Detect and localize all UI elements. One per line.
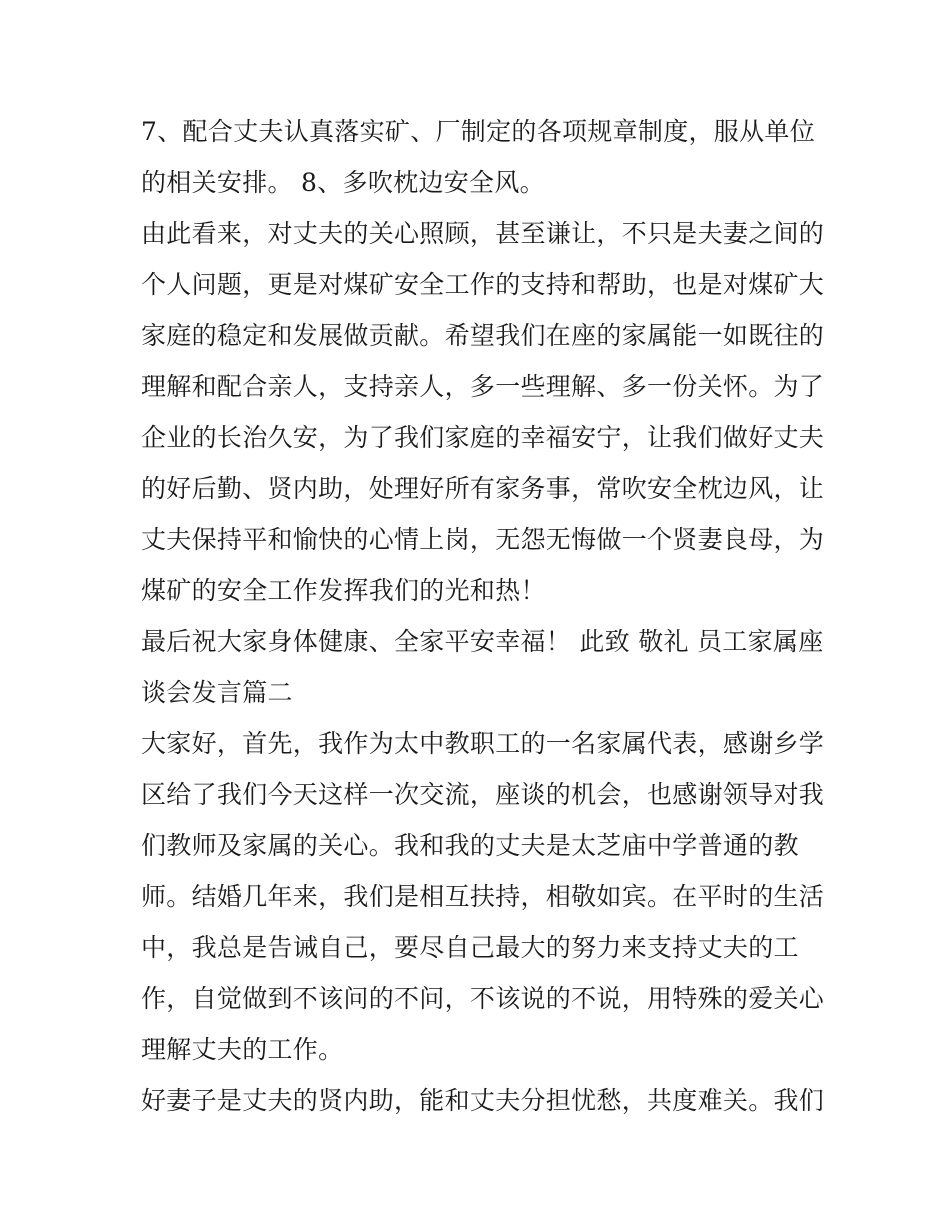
document-body — [141, 106, 825, 1126]
text-line: 个人问题，更是对煤矿安全工作的支持和帮助，也是对煤矿大 — [141, 270, 825, 299]
text-line: 理解丈夫的工作。 — [141, 1035, 344, 1064]
text-line: 谈会发言篇二 — [141, 678, 293, 707]
text-line: 煤矿的安全工作发挥我们的光和热！ — [141, 576, 546, 605]
text-line: 大家好，首先，我作为太中教职工的一名家属代表，感谢乡学 — [141, 729, 825, 758]
text-line: 企业的长治久安，为了我们家庭的幸福安宁，让我们做好丈夫 — [141, 423, 825, 452]
text-line: 中，我总是告诫自己，要尽自己最大的努力来支持丈夫的工 — [141, 933, 799, 962]
text-line: 最后祝大家身体健康、全家平安幸福！ 此致 敬礼 员工家属座 — [141, 627, 824, 656]
text-line: 丈夫保持平和愉快的心情上岗，无怨无悔做一个贤妻良母，为 — [141, 525, 825, 554]
text-line: 的相关安排。 8、多吹枕边安全风。 — [141, 168, 545, 197]
text-line: 作，自觉做到不该问的不问，不该说的不说，用特殊的爱关心 — [141, 984, 825, 1013]
text-line: 们教师及家属的关心。我和我的丈夫是太芝庙中学普通的教 — [141, 831, 799, 860]
text-line: 7、配合丈夫认真落实矿、厂制定的各项规章制度，服从单位 — [141, 117, 816, 146]
text-line: 理解和配合亲人，支持亲人，多一些理解、多一份关怀。为了 — [141, 372, 825, 401]
text-line: 区给了我们今天这样一次交流，座谈的机会，也感谢领导对我 — [141, 780, 825, 809]
text-line: 家庭的稳定和发展做贡献。希望我们在座的家属能一如既往的 — [141, 321, 825, 350]
text-line: 由此看来，对丈夫的关心照顾，甚至谦让，不只是夫妻之间的 — [141, 219, 825, 248]
text-line: 的好后勤、贤内助，处理好所有家务事，常吹安全枕边风，让 — [141, 474, 825, 503]
text-line: 好妻子是丈夫的贤内助，能和丈夫分担忧愁，共度难关。我们 — [141, 1086, 825, 1115]
text-line: 师。结婚几年来，我们是相互扶持，相敬如宾。在平时的生活 — [141, 882, 825, 911]
